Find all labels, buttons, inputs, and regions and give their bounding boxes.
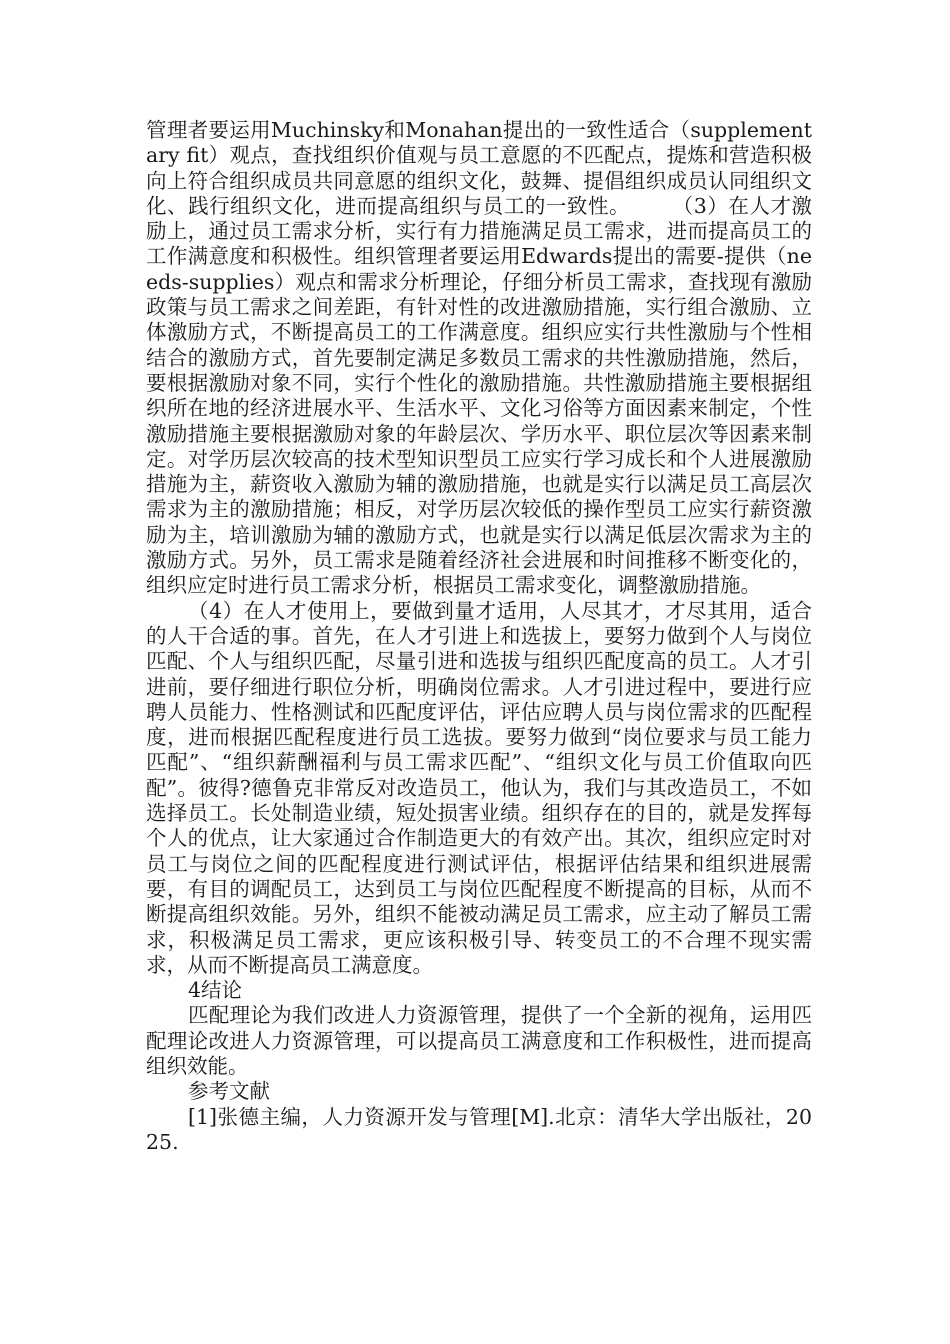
paragraph-fit-and-motivation: 管理者要运用Muchinsky和Monahan提出的一致性适合（supplementary fit）观点，查找组织价值观与员工意愿的不匹配点，提炼和营造积极向上符合组织成员共同意愿的组织文化，鼓舞、提倡组织成员认同组织文化、践行组织文化，进而提高组织与员工的一致性。 （3）在人才激励上，通过员工需求分析，实行有力措施满足员工需求，进而提高员工的工作满意度和积极性。组织管理者要运用Edwards提出的需要-提供（needs-supplies）观点和需求分析理论，仔细分析员工需求，查找现有激励政策与员工需求之间差距，有针对性的改进激励措施，实行组合激励、立体激励方式，不断提高员工的工作满意度。组织应实行共性激励与个性相结合的激励方式，首先要制定满足多数员工需求的共性激励措施，然后，要根据激励对象不同，实行个性化的激励措施。共性激励措施主要根据组织所在地的经济进展水平、生活水平、文化习俗等方面因素来制定，个性激励措施主要根据激励对象的年龄层次、学历水平、职位层次等因素来制定。对学历层次较高的技术型知识型员工应实行学习成长和个人进展激励措施为主，薪资收入激励为辅的激励措施，也就是实行以满足员工高层次需求为主的激励措施；相反，对学历层次较低的操作型员工应实行薪资激励为主，培训激励为辅的激励方式，也就是实行以满足低层次需求为主的激励方式。另外，员工需求是随着经济社会进展和时间推移不断变化的，组织应定时进行员工需求分析，根据员工需求变化，调整激励措施。 (146, 118, 812, 598)
document-body (146, 118, 812, 1155)
paragraph-talent-use: （4）在人才使用上，要做到量才适用，人尽其才，才尽其用，适合的人干合适的事。首先，在人才引进上和选拔上，要努力做到个人与岗位匹配、个人与组织匹配，尽量引进和选拔与组织匹配度高的员工。人才引进前，要仔细进行职位分析，明确岗位需求。人才引进过程中，要进行应聘人员能力、性格测试和匹配度评估，评估应聘人员与岗位需求的匹配程度，进而根据匹配程度进行员工选拔。要努力做到“岗位要求与员工能力匹配”、“组织薪酬福利与员工需求匹配”、“组织文化与员工价值取向匹配”。彼得?德鲁克非常反对改造员工，他认为，我们与其改造员工，不如选择员工。长处制造业绩，短处损害业绩。组织存在的目的，就是发挥每个人的优点，让大家通过合作制造更大的有效产出。其次，组织应定时对员工与岗位之间的匹配程度进行测试评估，根据评估结果和组织进展需要，有目的调配员工，达到员工与岗位匹配程度不断提高的目标，从而不断提高组织效能。另外，组织不能被动满足员工需求，应主动了解员工需求，积极满足员工需求，更应该积极引导、转变员工的不合理不现实需求，从而不断提高员工满意度。 (146, 598, 812, 977)
section-heading-references: 参考文献 (188, 1079, 270, 1104)
reference-item: [1]张德主编，人力资源开发与管理[M].北京：清华大学出版社，2025. (146, 1104, 812, 1154)
paragraph-conclusion: 匹配理论为我们改进人力资源管理，提供了一个全新的视角，运用匹配理论改进人力资源管理，可以提高员工满意度和工作积极性，进而提高组织效能。 (146, 1003, 812, 1078)
section-heading-conclusion: 4结论 (188, 978, 243, 1003)
